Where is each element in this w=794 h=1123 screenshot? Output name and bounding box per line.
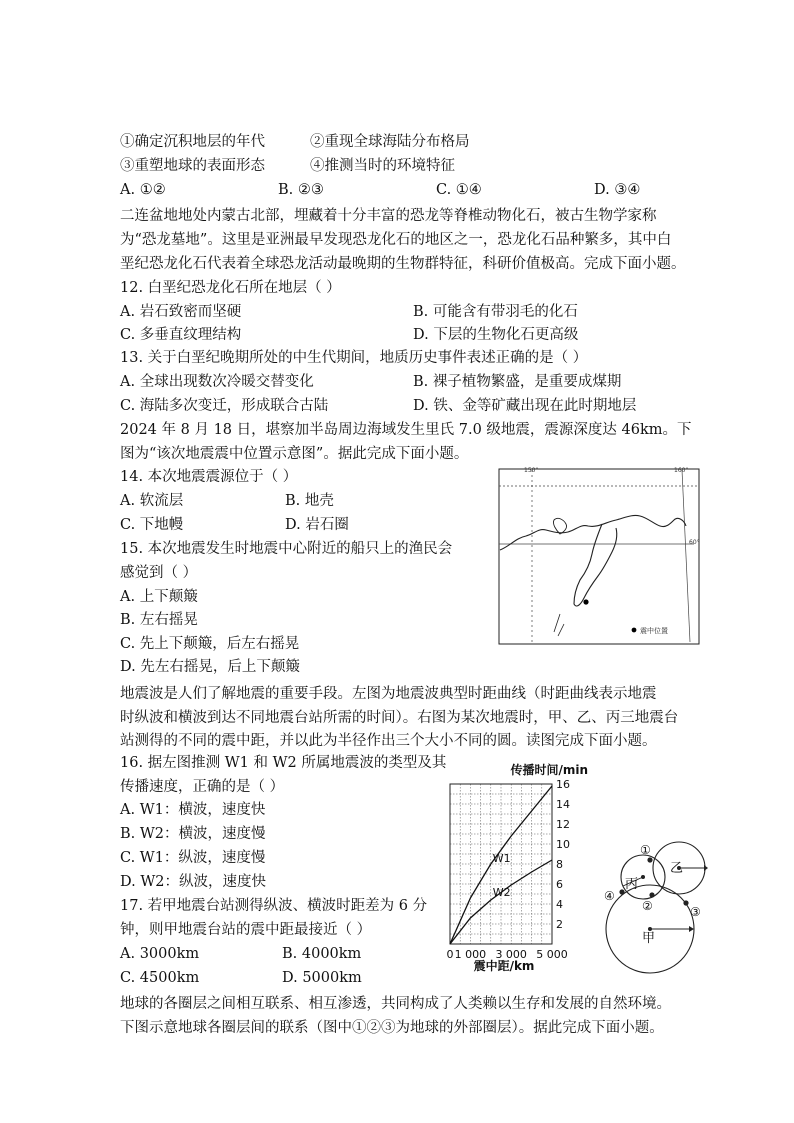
option-3: ③重塑地球的表面形态 — [120, 158, 265, 174]
q15-stem-line1: 15. 本次地震发生时地震中心附近的船只上的渔民会 — [120, 541, 453, 557]
passage4-line1: 地球的各圈层之间相互联系、相互渗透，共同构成了人类赖以生存和发展的自然环境。 — [120, 996, 671, 1012]
marker-2: ② — [642, 899, 653, 913]
series-w1-label: W1 — [492, 852, 511, 865]
y-tick-label: 6 — [556, 878, 563, 891]
q14-option-b: B. 地壳 — [285, 493, 334, 509]
y-tick-label: 14 — [556, 798, 570, 811]
q15-option-b: B. 左右摇晃 — [120, 612, 198, 628]
point-2 — [649, 892, 654, 897]
q16-option-c: C. W1：纵波，速度慢 — [120, 850, 266, 866]
legend-marker — [632, 628, 637, 633]
x-tick-label: 0 — [446, 948, 454, 961]
epicenter-marker — [583, 599, 588, 604]
lon-160-label: 160° — [674, 467, 689, 474]
q17-option-d: D. 5000km — [282, 970, 362, 986]
q17-option-c: C. 4500km — [120, 970, 200, 986]
q12-option-a: A. 岩石致密而坚硬 — [120, 304, 242, 320]
y-axis-title: 传播时间/min — [510, 763, 588, 777]
q12-stem: 12. 白垩纪恐龙化石所在地层（ ） — [120, 280, 341, 296]
kamchatka-outline — [574, 524, 617, 606]
q13-stem: 13. 关于白垩纪晚期所处的中生代期间，地质历史事件表述正确的是（ ） — [120, 350, 588, 366]
point-1 — [647, 857, 652, 862]
y-tick-label: 8 — [556, 858, 563, 871]
label-bing: 丙 — [625, 877, 639, 892]
q13-option-b: B. 裸子植物繁盛，是重要成煤期 — [413, 374, 622, 390]
q13-option-c: C. 海陆多次变迁，形成联合古陆 — [120, 398, 329, 414]
passage3-line3: 站测得的不同的震中距，并以此为半径作出三个大小不同的圆。读图完成下面小题。 — [120, 733, 657, 749]
coastline-north — [500, 515, 686, 550]
x-tick-label: 3 000 — [495, 948, 527, 961]
q17-stem-line2: 钟，则甲地震台站的震中距最接近（ ） — [120, 922, 372, 938]
option-1: ①确定沉积地层的年代 — [120, 134, 265, 150]
label-jia: 甲 — [642, 931, 656, 946]
epicenter-circles-figure — [600, 838, 716, 980]
q13-option-d: D. 铁、金等矿藏出现在此时期地层 — [413, 398, 637, 414]
center-bing — [641, 875, 645, 879]
q17-option-b: B. 4000km — [282, 946, 362, 962]
kuril-islands — [554, 614, 564, 636]
passage3-line1: 地震波是人们了解地震的重要手段。左图为地震波典型时距曲线（时距曲线表示地震 — [120, 686, 657, 702]
lat-60-label: 60° — [689, 539, 700, 546]
y-tick-label: 4 — [556, 898, 563, 911]
chart-labels — [447, 762, 589, 973]
q17-stem-line1: 17. 若甲地震台站测得纵波、横波时距差为 6 分 — [120, 898, 428, 914]
option-4: ④推测当时的环境特征 — [310, 158, 455, 174]
series-w2-label: W2 — [492, 886, 511, 899]
q15-option-c: C. 先上下颠簸，后左右摇晃 — [120, 636, 300, 652]
x-axis-title: 震中距/km — [473, 959, 535, 973]
x-tick-label: 5 000 — [536, 948, 568, 961]
map-frame — [499, 469, 699, 644]
passage4-line2: 下图示意地球各圈层间的联系（图中①②③为地球的外部圈层）。据此完成下面小题。 — [120, 1020, 664, 1036]
passage1-line1: 二连盆地地处内蒙古北部，埋藏着十分丰富的恐龙等脊椎动物化石，被古生物学家称 — [120, 208, 657, 224]
y-tick-label: 16 — [556, 778, 570, 791]
point-3 — [683, 900, 688, 905]
travel-time-chart — [436, 760, 596, 976]
answer-a: A. ①② — [120, 182, 166, 198]
option-2: ②重现全球海陆分布格局 — [310, 134, 470, 150]
point-4 — [619, 889, 624, 894]
q17-option-a: A. 3000km — [120, 946, 200, 962]
y-tick-label: 12 — [556, 818, 570, 831]
passage1-line2: 为“恐龙墓地”。这里是亚洲最早发现恐龙化石的地区之一，恐龙化石品种繁多，其中白 — [120, 232, 672, 248]
marker-4: ④ — [604, 889, 615, 903]
answer-d: D. ③④ — [594, 182, 641, 198]
passage3-line2: 时纵波和横波到达不同地震台站所需的时间）。右图为某次地震时，甲、乙、丙三地震台 — [120, 710, 679, 726]
passage1-line3: 垩纪恐龙化石代表着全球恐龙活动最晚期的生物群特征，科研价值极高。完成下面小题。 — [120, 256, 686, 272]
q12-option-c: C. 多垂直纹理结构 — [120, 327, 242, 343]
q12-option-b: B. 可能含有带羽毛的化石 — [413, 304, 578, 320]
q13-option-a: A. 全球出现数次冷暖交替变化 — [120, 374, 314, 390]
marker-1: ① — [640, 843, 651, 857]
y-tick-label: 2 — [556, 918, 563, 931]
passage2-line2: 图为“该次地震震中位置示意图”。据此完成下面小题。 — [120, 446, 469, 462]
legend-label: 震中位置 — [640, 627, 668, 635]
answer-b: B. ②③ — [278, 182, 324, 198]
passage2-line1: 2024 年 8 月 18 日，堪察加半岛周边海域发生里氏 7.0 级地震，震源深度达 46km。下 — [120, 422, 692, 438]
q12-option-d: D. 下层的生物化石更高级 — [413, 327, 579, 343]
q16-option-a: A. W1：横波，速度快 — [120, 802, 266, 818]
q16-stem-line1: 16. 据左图推测 W1 和 W2 所属地震波的类型及其 — [120, 755, 447, 771]
marker-3: ③ — [690, 905, 701, 919]
q15-stem-line2: 感觉到（ ） — [120, 565, 198, 581]
q16-stem-line2: 传播速度，正确的是（ ） — [120, 779, 285, 795]
q15-option-d: D. 先左右摇晃，后上下颠簸 — [120, 659, 300, 675]
q14-option-d: D. 岩石圈 — [285, 517, 349, 533]
x-tick-label: 1 000 — [454, 948, 487, 961]
q16-option-b: B. W2：横波，速度慢 — [120, 826, 266, 842]
q14-stem: 14. 本次地震震源位于（ ） — [120, 469, 298, 485]
q14-option-a: A. 软流层 — [120, 493, 184, 509]
label-yi: 乙 — [670, 861, 684, 876]
lon-160-line — [682, 470, 690, 642]
y-tick-label: 10 — [556, 838, 570, 851]
q15-option-a: A. 上下颠簸 — [120, 589, 198, 605]
q14-option-c: C. 下地幔 — [120, 517, 184, 533]
epicenter-map — [498, 464, 702, 646]
q16-option-d: D. W2：纵波，速度快 — [120, 874, 266, 890]
answer-c: C. ①④ — [436, 182, 482, 198]
radius-yi-arrow — [704, 865, 708, 871]
radius-jia-arrow — [689, 926, 694, 932]
lon-150-label: 150° — [524, 467, 539, 474]
